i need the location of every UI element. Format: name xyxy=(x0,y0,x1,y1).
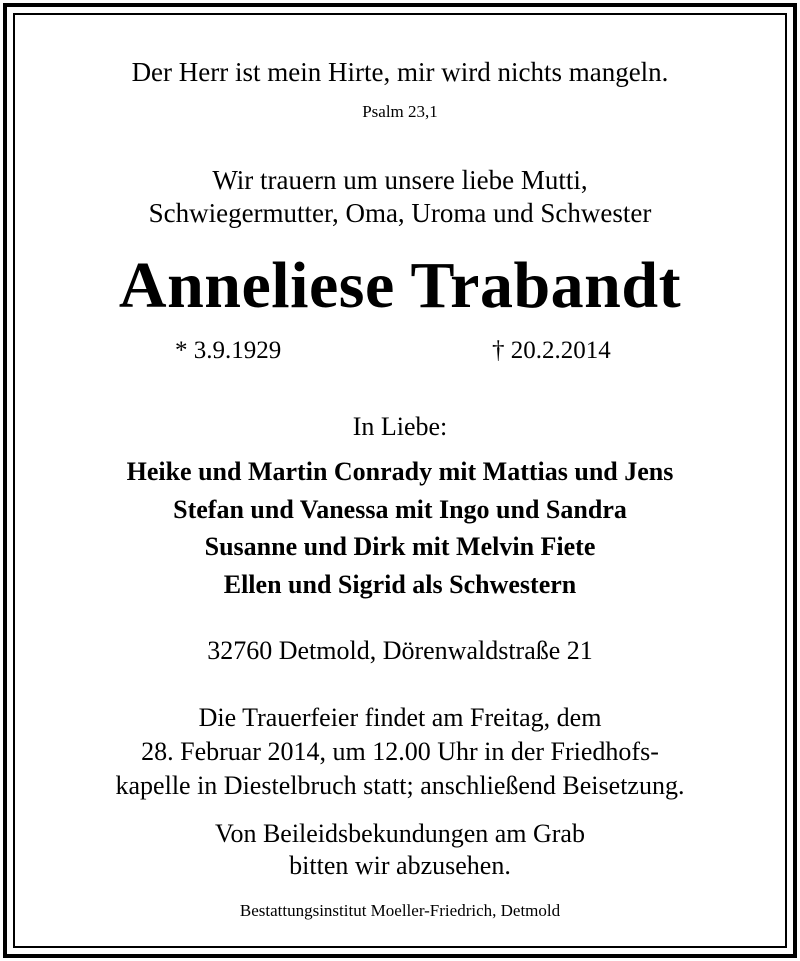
bible-verse: Der Herr ist mein Hirte, mir wird nichts mangeln. xyxy=(131,57,669,87)
mourners-heading: In Liebe: xyxy=(352,412,448,441)
intro-line-1: Wir trauern um unsere liebe Mutti, xyxy=(212,165,588,195)
ceremony-line: 28. Februar 2014, um 12.00 Uhr in der Friedhofs- xyxy=(141,737,659,766)
birth-date: * 3.9.1929 xyxy=(175,337,282,364)
mourner-line: Heike und Martin Conrady mit Mattias und Jens xyxy=(126,457,674,486)
mourner-line: Ellen und Sigrid als Schwestern xyxy=(223,570,577,599)
funeral-home: Bestattungsinstitut Moeller-Friedrich, Detmold xyxy=(239,901,561,920)
mourner-line: Susanne und Dirk mit Melvin Fiete xyxy=(204,532,596,561)
condolences-line: Von Beileidsbekundungen am Grab xyxy=(215,819,585,848)
ceremony-line: kapelle in Diestelbruch statt; anschließend Beisetzung. xyxy=(115,771,685,800)
condolences-line: bitten wir abzusehen. xyxy=(289,851,511,880)
family-address: 32760 Detmold, Dörenwaldstraße 21 xyxy=(207,636,593,665)
verse-reference: Psalm 23,1 xyxy=(362,102,438,121)
death-date: † 20.2.2014 xyxy=(492,337,611,364)
ceremony-line: Die Trauerfeier findet am Freitag, dem xyxy=(198,703,602,732)
intro-line-2: Schwiegermutter, Oma, Uroma und Schwester xyxy=(148,198,652,228)
deceased-name: Anneliese Trabandt xyxy=(118,249,682,322)
mourner-line: Stefan und Vanessa mit Ingo und Sandra xyxy=(173,495,627,524)
